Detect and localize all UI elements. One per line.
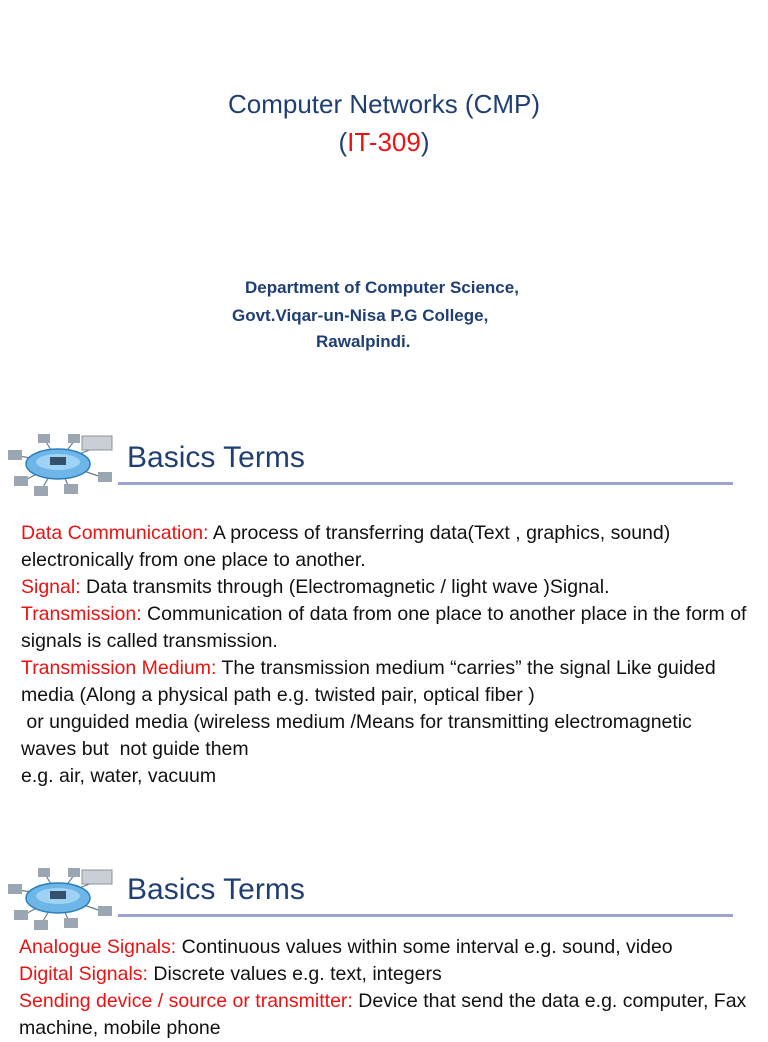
term-item	[21, 574, 751, 601]
network-diagram-icon	[0, 432, 118, 498]
term-definition: Data transmits through (Electromagnetic / light wave )Signal.	[80, 576, 610, 598]
slide3-body	[19, 934, 749, 1042]
term-definition: Device that send the data e.g. computer, Fax machine, mobile phone	[19, 990, 747, 1039]
college-line: Govt.Viqar-un-Nisa P.G College,	[232, 306, 489, 325]
heading-divider	[118, 482, 733, 485]
term-item	[19, 934, 749, 961]
term-item	[21, 655, 751, 709]
network-diagram-icon	[0, 866, 118, 932]
term-definition: A process of transferring data(Text , graphics, sound) electronically from one place to another.	[21, 522, 671, 571]
term-label: Digital Signals:	[19, 963, 148, 985]
term-item	[21, 601, 751, 655]
term-definition: Discrete values e.g. text, integers	[147, 963, 442, 985]
term-label: Signal:	[21, 576, 81, 598]
term-definition: Continuous values within some interval e.g. sound, video	[176, 936, 673, 958]
slide2-heading: Basics Terms	[127, 441, 305, 474]
slide3-header	[0, 866, 768, 936]
term-label: Data Communication:	[21, 522, 209, 544]
course-title: Computer Networks (CMP)	[227, 89, 541, 119]
title-slide	[0, 0, 768, 410]
course-code: IT-309	[347, 127, 421, 157]
course-code-line	[0, 124, 768, 160]
term-definition: Communication of data from one place to another place in the form of signals is called transmission.	[21, 603, 747, 652]
term-item	[21, 520, 751, 574]
code-open-paren: (	[338, 127, 348, 157]
continuation-text: or unguided media (wireless medium /Means for transmitting electromagnetic waves but not guide them	[21, 711, 698, 760]
term-item	[19, 961, 749, 988]
department-line: Department of Computer Science,	[245, 278, 519, 297]
code-close-paren: )	[420, 127, 430, 157]
city-line: Rawalpindi.	[316, 332, 411, 351]
term-label: Analogue Signals:	[19, 936, 177, 958]
continuation-text: e.g. air, water, vacuum	[21, 765, 217, 787]
slide2-body	[21, 520, 751, 790]
slide2-header	[0, 432, 768, 502]
term-label: Transmission:	[21, 603, 142, 625]
term-label: Sending device / source or transmitter:	[19, 990, 353, 1012]
heading-divider	[118, 914, 733, 917]
slide3-heading: Basics Terms	[127, 873, 305, 906]
term-label: Transmission Medium:	[21, 657, 217, 679]
term-definition: The transmission medium “carries” the signal Like guided media (Along a physical path e.g. twisted pair, optical fiber )	[21, 657, 716, 706]
term-item	[19, 988, 749, 1042]
